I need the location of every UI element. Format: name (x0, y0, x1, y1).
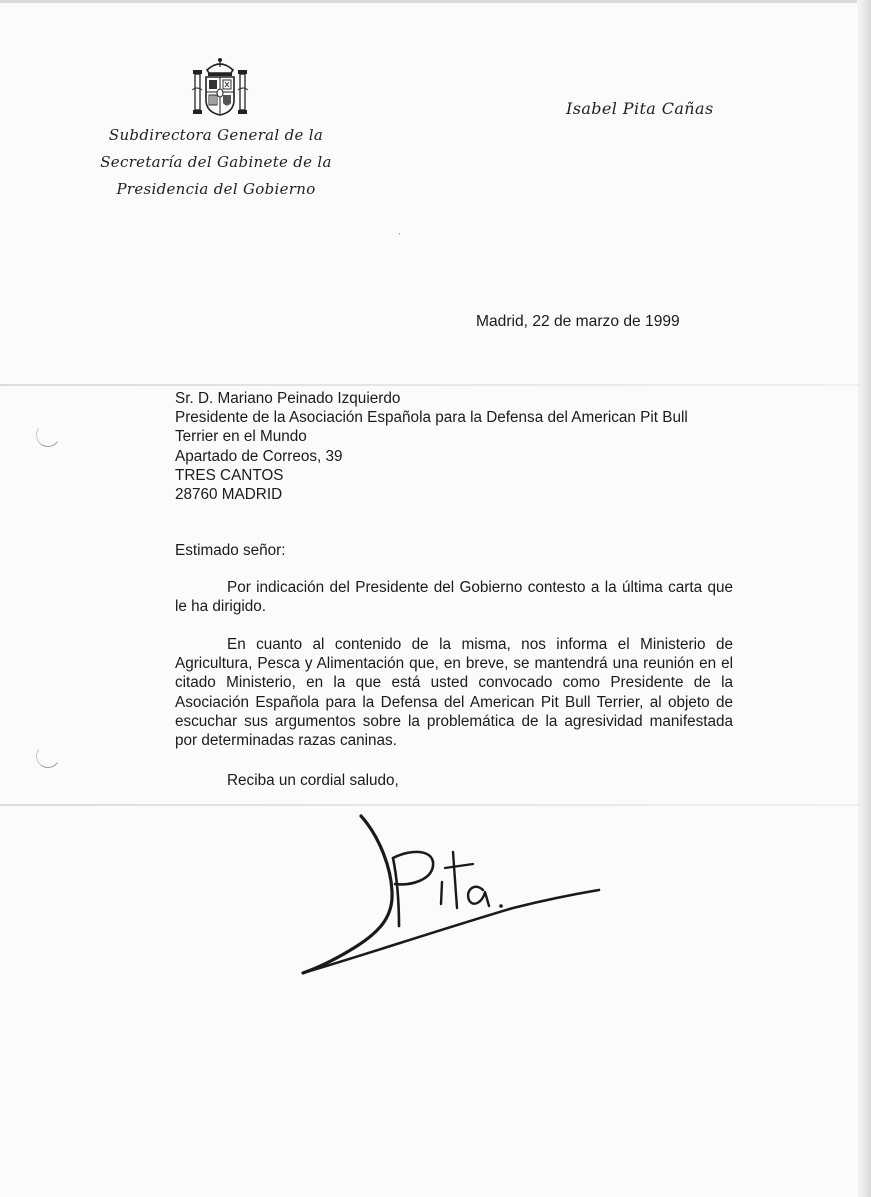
office-title-line: Subdirectora General de la (108, 126, 324, 144)
signature-strokes (303, 816, 599, 973)
punch-hole-lower (34, 742, 62, 770)
office-title (96, 122, 336, 203)
recipient-line: Terrier en el Mundo (175, 428, 307, 446)
fold-line-lower (0, 804, 860, 806)
recipient-line: Sr. D. Mariano Peinado Izquierdo (175, 390, 401, 407)
recipient-line: Apartado de Correos, 39 (175, 447, 343, 465)
recipient-line: 28760 MADRID (175, 486, 283, 504)
recipient-line: TRES CANTOS (175, 466, 284, 484)
fold-line-upper (0, 384, 860, 386)
body-paragraph: Por indicación del Presidente del Gobierno contesto a la última carta que le ha dirigido. (175, 579, 733, 616)
body-paragraph: En cuanto al contenido de la misma, nos informa el Ministerio de Agricultura, Pesca y Alimentación que, en breve, se mantendrá una reunión en el citado Ministerio, en la que está usted convocado como Presidente de la Asociación Española para la Defensa del American Pit Bull Terrier, al objeto de escuchar sus argumentos sobre la problemática de la agresividad manifestada por determinadas razas caninas. (175, 636, 733, 750)
salutation: Estimado señor: (175, 542, 286, 559)
closing-line: Reciba un cordial saludo, (227, 772, 399, 789)
punch-hole-upper (34, 421, 62, 449)
recipient-line: Presidente de la Asociación Española para la Defensa del American Pit Bull (175, 409, 688, 427)
stray-mark: ˏ (398, 226, 401, 235)
office-title-line: Secretaría del Gabinete de la (100, 153, 332, 171)
sender-name: Isabel Pita Cañas (566, 99, 714, 118)
spanish-coat-of-arms-icon (190, 56, 250, 118)
paper-right-edge (857, 0, 871, 1197)
date-line: Madrid, 22 de marzo de 1999 (476, 313, 680, 330)
handwritten-signature (295, 808, 615, 983)
office-title-line: Presidencia del Gobierno (116, 180, 316, 198)
recipient-address (175, 389, 745, 504)
paper-top-edge (0, 0, 871, 3)
